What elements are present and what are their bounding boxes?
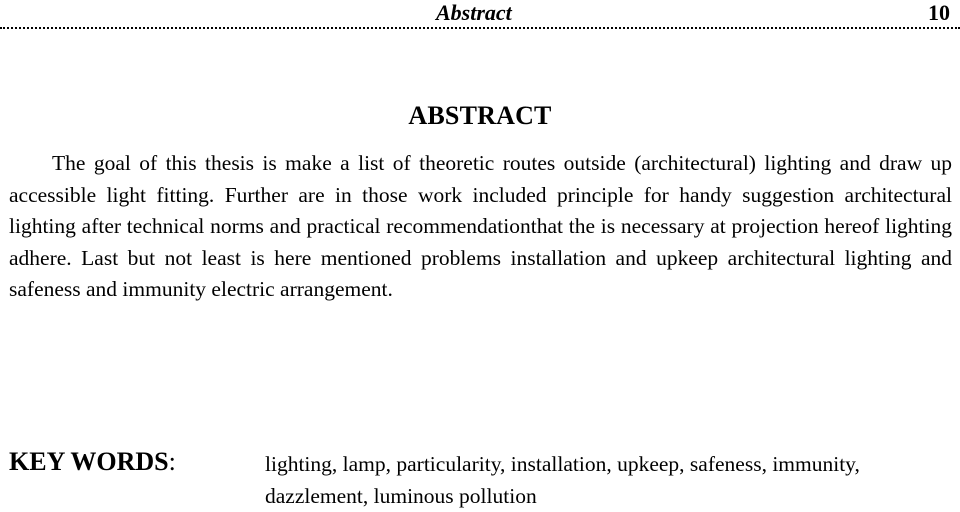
header-divider [0,27,960,29]
abstract-heading: ABSTRACT [408,101,552,130]
keywords-section [9,447,954,507]
keywords-values: lighting, lamp, particularity, installation, upkeep, safeness, immunity, dazzlement, luminous pollution [265,452,860,508]
keywords-colon: : [168,447,176,476]
page-header [0,0,960,28]
page-number: 10 [928,0,950,25]
abstract-paragraph: The goal of this thesis is make a list of theoretic routes outside (architectural) lighting and draw up accessible light fitting. Further are in those work included principle for handy suggestion architectural lighting after technical norms and practical recommendationthat the is necessary at projection hereof lighting adhere. Last but not least is here mentioned problems installation and upkeep architectural lighting and safeness and immunity electric arrangement. [9,151,952,302]
header-title: Abstract [436,0,512,25]
keywords-label [9,447,176,477]
keywords-label-text: KEY WORDS [9,447,169,476]
